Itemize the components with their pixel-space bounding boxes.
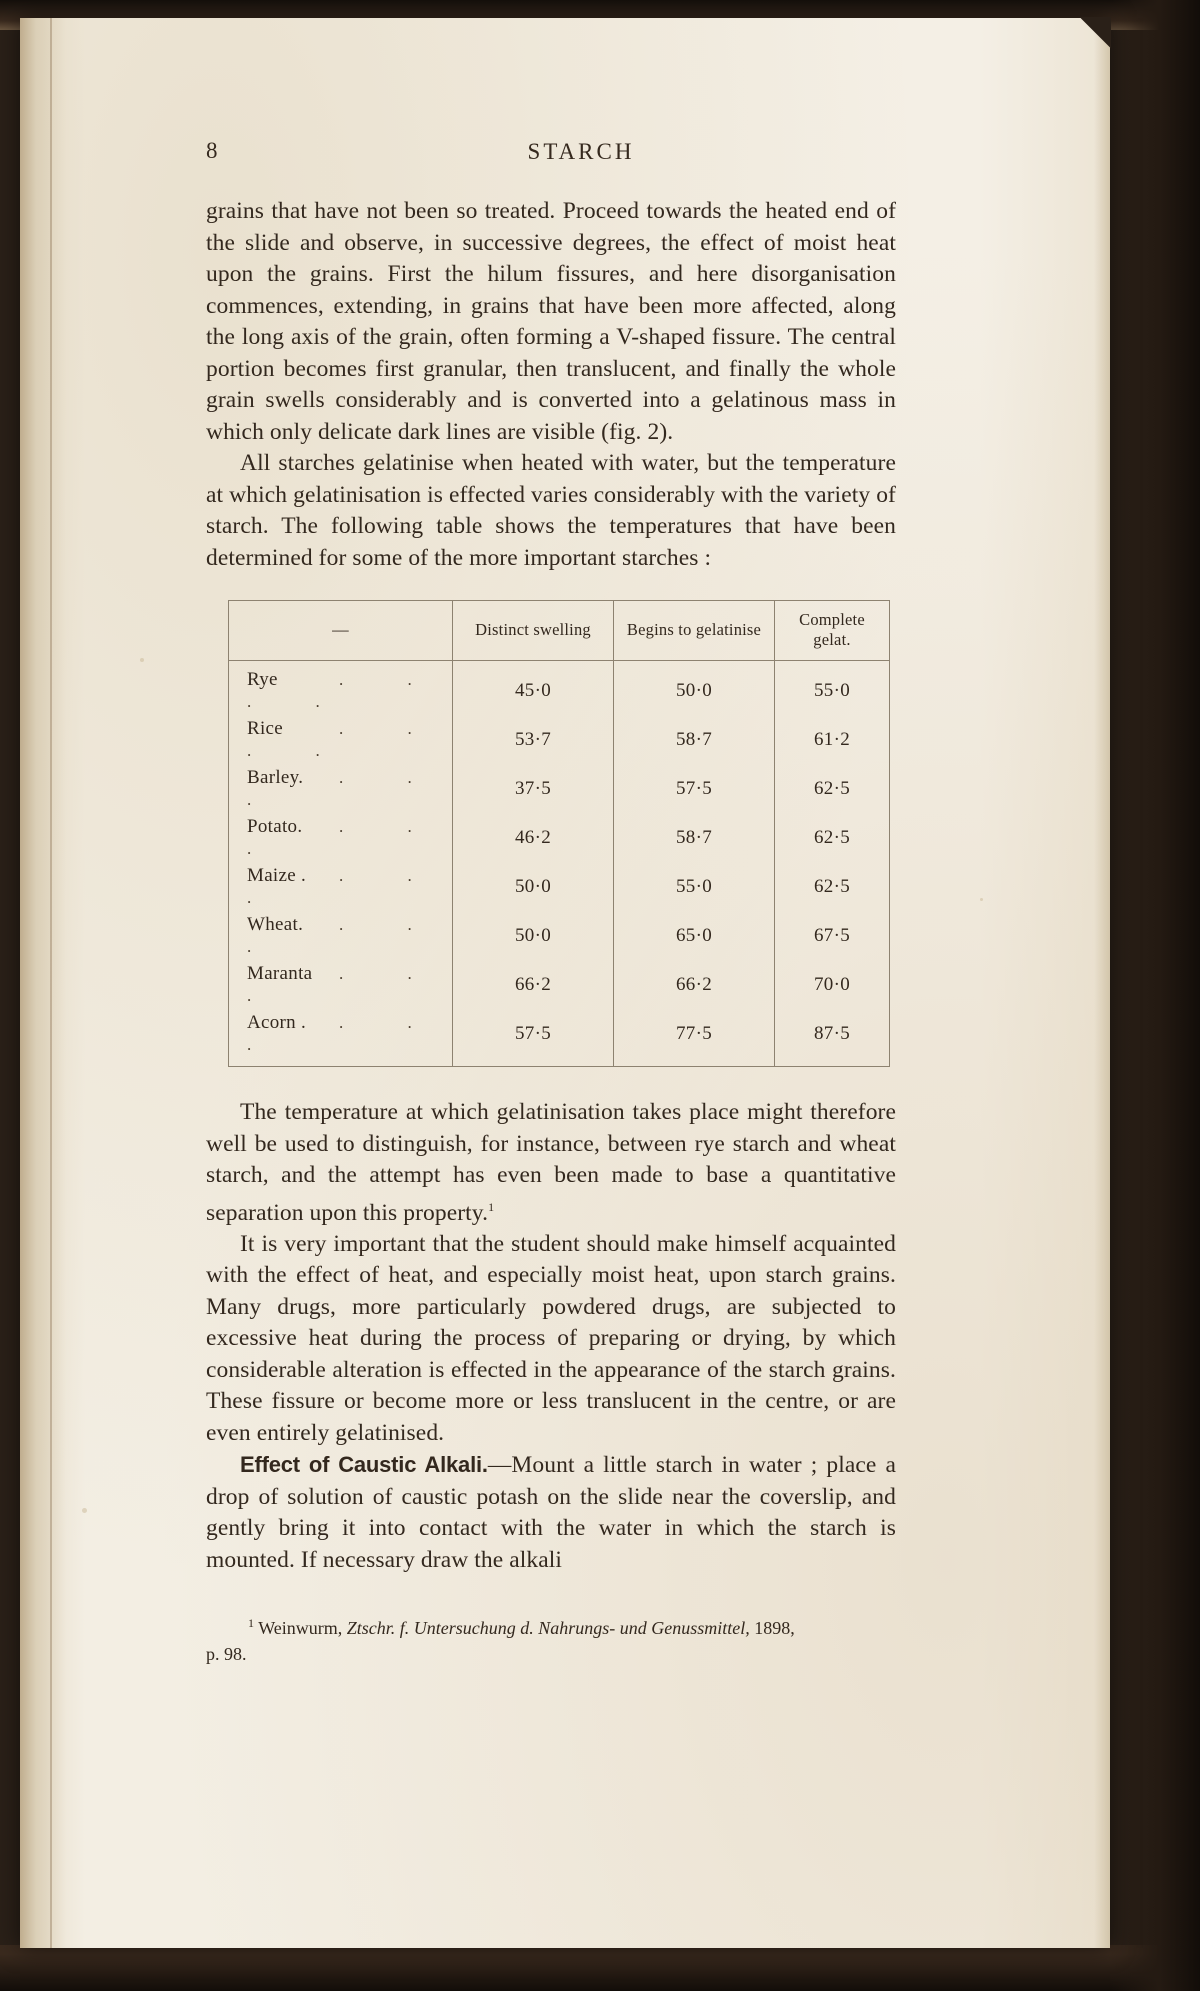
leader-dots: . . .	[247, 817, 442, 858]
binding-gutter	[20, 18, 66, 1948]
row-label: Maranta	[247, 963, 313, 984]
cell-distinct-swelling: 57·5	[453, 1010, 614, 1067]
cell-begins: 77·5	[614, 1010, 775, 1067]
footnote-page: p. 98.	[206, 1644, 247, 1665]
row-label-cell	[229, 716, 453, 765]
book-right-shadow	[1110, 0, 1200, 1991]
page-corner-fold	[1077, 17, 1111, 57]
row-label-cell	[229, 961, 453, 1010]
cell-distinct-swelling: 37·5	[453, 765, 614, 814]
cell-complete: 67·5	[775, 912, 890, 961]
leader-dots: . . .	[247, 915, 442, 956]
page-sheet	[20, 18, 1110, 1948]
cell-complete: 62·5	[775, 765, 890, 814]
paper-speck	[82, 1508, 87, 1513]
leader-dots: . . . .	[247, 719, 442, 760]
footnote-author: Weinwurm,	[258, 1618, 343, 1639]
leader-dots: . . .	[247, 866, 442, 907]
footnote-line	[206, 1610, 896, 1641]
cell-begins: 58·7	[614, 814, 775, 863]
cell-begins: 58·7	[614, 716, 775, 765]
page-edge	[1094, 18, 1110, 1948]
paragraph-4: It is very important that the student should make himself acquainted with the effect of heat, and especially moist heat, upon starch grains. Many drugs, more particularly powdered drugs, are subjected to excessive heat during the process of preparing or drying, by which considerable alteration is effected in the appearance of the starch grains. These fissure or become more or less translucent in the centre, or are even entirely gelatinised.	[206, 1230, 896, 1446]
col-head-distinct-swelling: Distinct swelling	[453, 601, 614, 661]
cell-begins: 66·2	[614, 961, 775, 1010]
leader-dots: . . .	[247, 1013, 442, 1054]
table-row	[229, 661, 889, 716]
gelatinisation-table	[228, 600, 890, 1067]
table-row	[229, 912, 889, 961]
row-label: Barley.	[247, 767, 304, 788]
row-label-cell	[229, 912, 453, 961]
table-row	[229, 716, 889, 765]
table-body	[229, 661, 889, 1067]
running-head: STARCH	[527, 139, 635, 164]
row-label-cell	[229, 765, 453, 814]
cell-begins: 55·0	[614, 863, 775, 912]
cell-distinct-swelling: 50·0	[453, 863, 614, 912]
paper-speck	[140, 658, 144, 662]
cell-complete: 70·0	[775, 961, 890, 1010]
leader-dots: . . . .	[247, 670, 442, 711]
row-label: Rye	[247, 669, 278, 690]
cell-complete: 55·0	[775, 661, 890, 716]
paragraph-1: grains that have not been so treated. Proceed towards the heated end of the slide and observe, in successive degrees, the effect of moist heat upon the grains. First the hilum fissures, and here disorganisation commences, extending, in grains that have been more affected, along the long axis of the grain, often forming a V-shaped fissure. The central portion becomes first granular, then translucent, and finally the whole grain swells considerably and is converted into a gelatinous mass in which only delicate dark lines are visible (fig. 2).	[206, 198, 896, 445]
cell-distinct-swelling: 53·7	[453, 716, 614, 765]
cell-begins: 50·0	[614, 661, 775, 716]
table-row	[229, 863, 889, 912]
data-table	[229, 601, 889, 1066]
cell-begins: 65·0	[614, 912, 775, 961]
cell-distinct-swelling: 66·2	[453, 961, 614, 1010]
paragraph-2: All starches gelatinise when heated with water, but the temperature at which gelatinisation is effected varies considerably with the variety of starch. The following table shows the temperatures that have been determined for some of the more important starches :	[206, 450, 896, 571]
row-label: Maize .	[247, 865, 307, 886]
row-label: Rice	[247, 718, 284, 739]
row-label: Wheat.	[247, 914, 304, 935]
page-number: 8	[206, 138, 218, 163]
cell-complete: 61·2	[775, 716, 890, 765]
paragraph-3-text: The temperature at which gelatinisation takes place might therefore well be used to distinguish, for instance, between rye starch and wheat starch, and the attempt has even been made to base a quantitative separation upon this property.	[206, 1099, 896, 1226]
row-label: Potato.	[247, 816, 303, 837]
table-header-row	[229, 601, 889, 661]
footnote-reference: 1	[488, 1199, 495, 1214]
col-head-complete-gelat: Complete gelat.	[775, 601, 890, 661]
table-row	[229, 814, 889, 863]
paragraph-3	[206, 1097, 896, 1229]
paragraph-5	[206, 1449, 896, 1576]
leader-dots: . . .	[247, 964, 442, 1005]
paragraph-5-text: —Mount a little starch in water ; place a drop of solution of caustic potash on the slide near the coverslip, and gently bring it into contact with the water in which the starch is mounted. If necessary draw the alkali	[206, 1452, 897, 1573]
row-label-cell	[229, 661, 453, 716]
cell-begins: 57·5	[614, 765, 775, 814]
paper-speck	[980, 898, 983, 901]
table-row	[229, 961, 889, 1010]
table-row	[229, 765, 889, 814]
row-label: Acorn .	[247, 1012, 307, 1033]
col-head-name: —	[229, 601, 453, 661]
section-heading: Effect of Caustic Alkali.	[240, 1452, 488, 1478]
footnote	[206, 1610, 896, 1667]
cell-complete: 87·5	[775, 1010, 890, 1067]
cell-distinct-swelling: 50·0	[453, 912, 614, 961]
cell-distinct-swelling: 45·0	[453, 661, 614, 716]
cell-distinct-swelling: 46·2	[453, 814, 614, 863]
footnote-title: Ztschr. f. Untersuchung d. Nahrungs- und Genussmittel,	[346, 1618, 750, 1639]
row-label-cell	[229, 863, 453, 912]
page-header	[206, 138, 896, 172]
footnote-year: 1898,	[754, 1618, 795, 1639]
cell-complete: 62·5	[775, 863, 890, 912]
col-head-begins-to-gelatinise: Begins to gelatinise	[614, 601, 775, 661]
book-bottom-shadow	[0, 1945, 1200, 1991]
binding-line	[50, 18, 52, 1948]
row-label-cell	[229, 814, 453, 863]
row-label-cell	[229, 1010, 453, 1067]
leader-dots: . . .	[247, 768, 442, 809]
table-row	[229, 1010, 889, 1067]
footnote-marker: 1	[248, 1616, 254, 1631]
cell-complete: 62·5	[775, 814, 890, 863]
text-block	[206, 138, 896, 1667]
